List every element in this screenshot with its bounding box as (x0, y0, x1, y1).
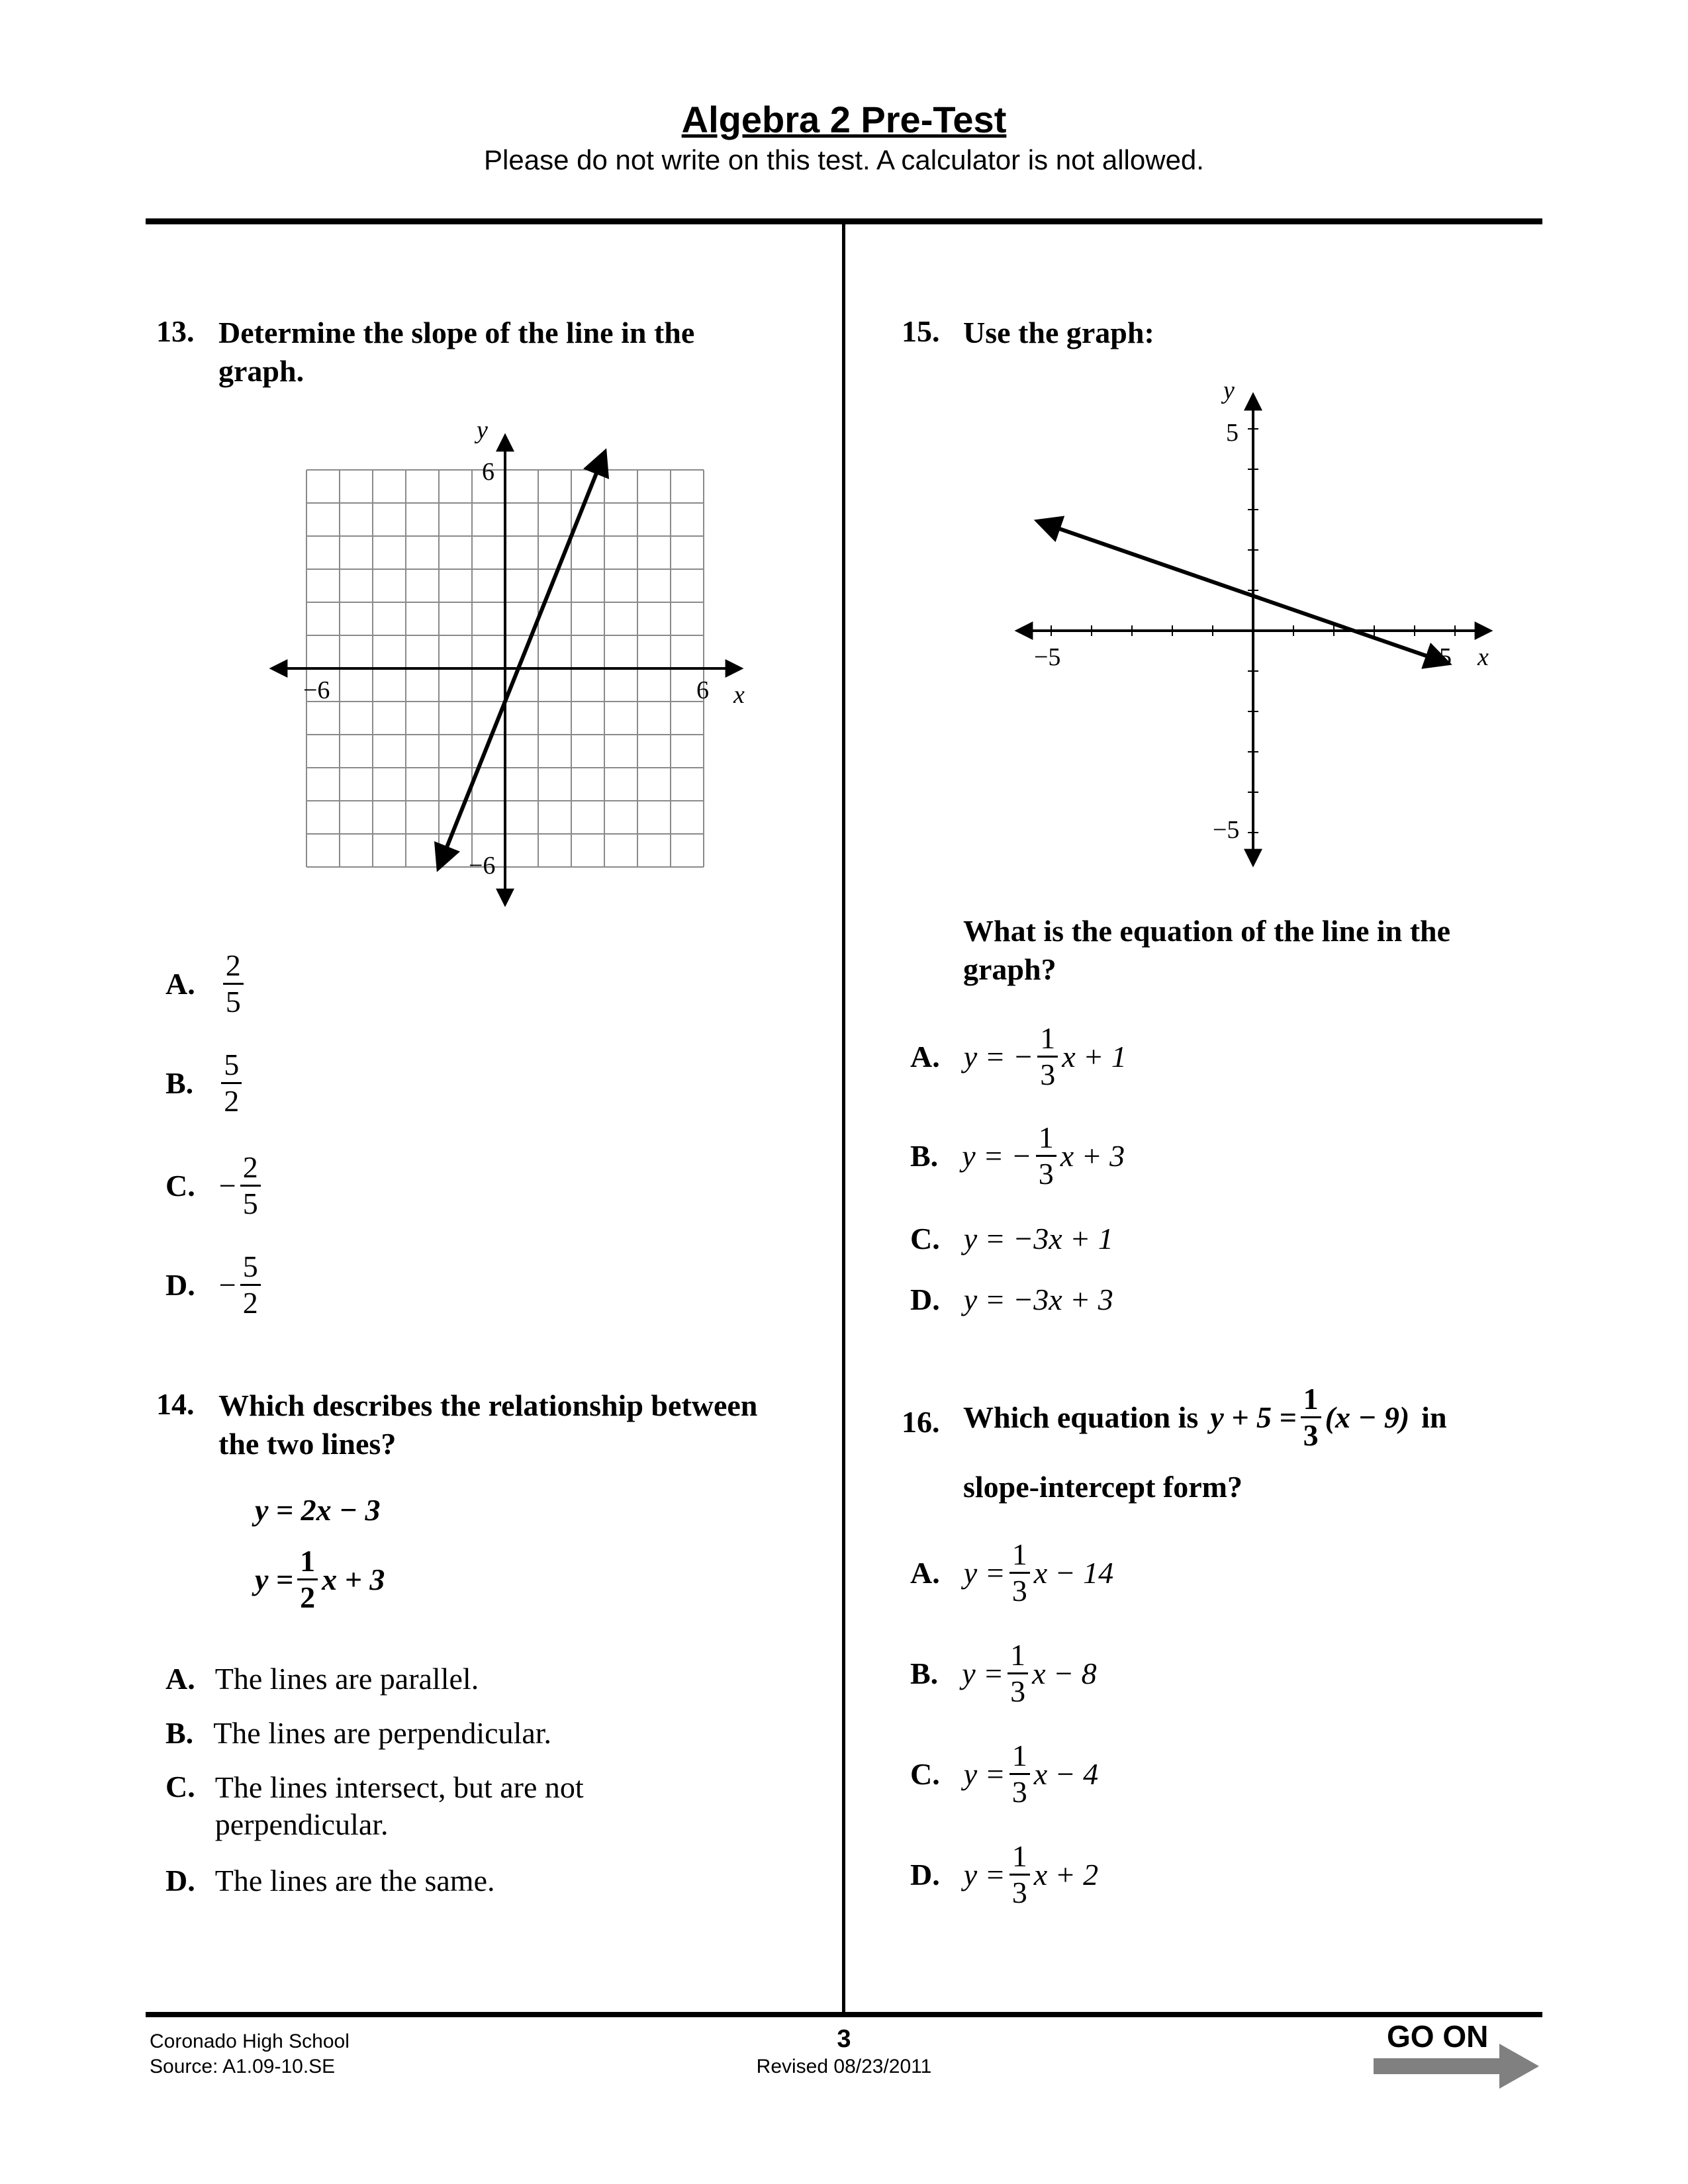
q13-option-b[interactable] (165, 1049, 242, 1118)
q13-option-b-den: 2 (224, 1084, 240, 1118)
q13-option-d-letter: D. (165, 1268, 195, 1302)
footer-page-number: 3 (837, 2025, 851, 2053)
q16-option-d-lhs: y = (963, 1858, 1006, 1892)
q13-tick-xmax: 6 (696, 676, 709, 704)
q14-eq2-fraction (297, 1545, 318, 1614)
q14-number: 14. (156, 1387, 195, 1421)
q13-option-a-num: 2 (223, 950, 244, 985)
q15-tick-ymin: −5 (1213, 816, 1240, 844)
q16-option-d-rhs: x + 2 (1033, 1858, 1099, 1892)
q14-eq2-lhs: y = (255, 1563, 294, 1597)
q14-eq2-rhs: x + 3 (322, 1563, 385, 1597)
q16-option-a-den: 3 (1011, 1574, 1027, 1608)
q13-option-a-den: 5 (225, 985, 241, 1019)
q15-number: 15. (902, 314, 940, 348)
go-on-label: GO ON (1387, 2019, 1489, 2054)
q15-option-d-letter: D. (910, 1283, 940, 1316)
q14-option-d[interactable] (165, 1863, 495, 1898)
q16-eq-fraction (1301, 1383, 1321, 1452)
q15-option-a-num: 1 (1037, 1023, 1058, 1058)
q14-eq2-den: 2 (300, 1580, 316, 1615)
q15-option-a-letter: A. (910, 1040, 940, 1074)
q16-option-a-rhs: x − 14 (1033, 1556, 1114, 1590)
q15-option-b-equation (962, 1122, 1125, 1191)
q14-option-c-text: The lines intersect, but are not perpendicular. (214, 1770, 584, 1841)
q16-option-c-equation (964, 1740, 1098, 1809)
q16-option-b-den: 3 (1010, 1674, 1026, 1709)
q16-option-b-rhs: x − 8 (1032, 1657, 1097, 1691)
q15-option-b-lhs: y = − (962, 1139, 1032, 1173)
q14-option-c-letter: C. (165, 1770, 195, 1803)
q14-text: Which describes the relationship between the two lines? (218, 1388, 758, 1461)
go-on-arrow-icon (1374, 2040, 1546, 2093)
q15-option-b-letter: B. (910, 1139, 939, 1173)
q13-y-label: y (477, 416, 488, 444)
footer-revised: Revised 08/23/2011 (756, 2056, 932, 2077)
q15-option-b-num: 1 (1036, 1122, 1056, 1157)
q16-option-d-fraction (1009, 1841, 1030, 1909)
bottom-rule (146, 2012, 1542, 2017)
q15-option-b-fraction (1036, 1122, 1056, 1191)
q16-option-c-den: 3 (1011, 1775, 1027, 1809)
top-rule (146, 218, 1542, 224)
q16-option-a-equation (964, 1539, 1113, 1608)
q16-option-d-den: 3 (1011, 1876, 1027, 1910)
q15-option-c-letter: C. (910, 1222, 940, 1255)
q15-option-a[interactable] (910, 1023, 1127, 1091)
q16-option-d-equation (964, 1841, 1098, 1909)
q13-x-label: x (733, 681, 745, 709)
q16-prompt (963, 1383, 1447, 1452)
q14-option-a-text: The lines are parallel. (214, 1662, 479, 1696)
q13-option-d-sign: − (218, 1268, 236, 1302)
q13-option-c-num: 2 (240, 1152, 261, 1187)
q15-option-a-fraction (1037, 1023, 1058, 1091)
q15-option-b-den: 3 (1038, 1157, 1054, 1191)
q16-equation (1210, 1383, 1409, 1452)
q15-option-c-text: y = −3x + 1 (963, 1222, 1113, 1255)
q16-number: 16. (902, 1405, 940, 1439)
q16-option-c-letter: C. (910, 1757, 940, 1792)
q13-option-c[interactable] (165, 1152, 261, 1220)
q16-option-b-letter: B. (910, 1657, 939, 1691)
q16-option-d-letter: D. (910, 1858, 940, 1892)
q16-option-b[interactable] (910, 1639, 1097, 1708)
q15-text: Use the graph: (963, 316, 1154, 349)
q16-option-d[interactable] (910, 1841, 1098, 1909)
q13-option-b-fraction (221, 1049, 242, 1118)
q15-option-d-text: y = −3x + 3 (963, 1283, 1113, 1316)
q14-option-d-text: The lines are the same. (214, 1864, 495, 1897)
q16-option-c-fraction (1009, 1740, 1030, 1809)
q13-tick-xmin: −6 (303, 676, 330, 704)
q16-eq-den: 3 (1303, 1418, 1319, 1453)
q16-text-before: Which equation is (963, 1400, 1199, 1435)
q16-option-a[interactable] (910, 1539, 1113, 1608)
q16-option-b-num: 1 (1008, 1639, 1028, 1674)
q14-option-d-letter: D. (165, 1864, 195, 1897)
q15-option-b-rhs: x + 3 (1060, 1139, 1125, 1173)
q14-equation-1: y = 2x − 3 (255, 1493, 381, 1527)
q15-option-b[interactable] (910, 1122, 1125, 1191)
q16-option-b-lhs: y = (962, 1657, 1004, 1691)
q15-graph (1006, 371, 1509, 874)
column-divider (842, 224, 845, 2015)
q15-option-c[interactable] (910, 1221, 1113, 1256)
q13-tick-ymax: 6 (482, 458, 494, 486)
page-title: Algebra 2 Pre-Test (681, 99, 1007, 140)
q15-question: What is the equation of the line in the graph? (963, 914, 1451, 986)
q13-graph (258, 410, 774, 913)
q16-option-a-fraction (1009, 1539, 1030, 1608)
q16-option-b-fraction (1008, 1639, 1028, 1708)
q13-plotted-line (439, 453, 604, 867)
q13-option-c-sign: − (218, 1169, 236, 1203)
footer-source: Source: A1.09-10.SE (150, 2056, 336, 2077)
q14-option-b-text: The lines are perpendicular. (213, 1716, 552, 1750)
q13-option-b-letter: B. (165, 1066, 194, 1101)
footer-school: Coronado High School (150, 2030, 350, 2052)
q16-option-c-lhs: y = (963, 1757, 1006, 1792)
q16-option-b-equation (962, 1639, 1096, 1708)
q15-y-label: y (1223, 377, 1235, 404)
q13-option-a[interactable] (165, 950, 244, 1019)
q13-option-b-num: 5 (221, 1049, 242, 1084)
q16-option-d-num: 1 (1009, 1841, 1030, 1876)
q16-eq-lhs: y + 5 = (1210, 1400, 1297, 1435)
q13-number: 13. (156, 314, 195, 348)
q16-option-a-num: 1 (1009, 1539, 1030, 1574)
q13-option-c-fraction (240, 1152, 261, 1220)
q13-option-d[interactable] (165, 1251, 261, 1320)
q13-option-d-num: 5 (240, 1251, 261, 1286)
q13-text: Determine the slope of the line in the graph. (218, 316, 695, 388)
q15-option-d[interactable] (910, 1282, 1113, 1317)
q16-option-c-num: 1 (1009, 1740, 1030, 1775)
q16-option-c-rhs: x − 4 (1033, 1757, 1099, 1792)
q13-tick-ymin: −6 (469, 852, 496, 880)
q15-option-a-rhs: x + 1 (1062, 1040, 1127, 1074)
page-subtitle: Please do not write on this test. A calculator is not allowed. (484, 144, 1204, 175)
q16-option-c[interactable] (910, 1740, 1098, 1809)
q15-option-a-equation (964, 1023, 1127, 1091)
q16-option-a-lhs: y = (963, 1556, 1006, 1590)
q16-text-after: in (1421, 1400, 1447, 1435)
q14-eq2-num: 1 (297, 1545, 318, 1580)
q15-tick-xmax: 5 (1439, 643, 1452, 671)
q13-option-c-den: 5 (242, 1187, 258, 1221)
q13-option-c-letter: C. (165, 1169, 195, 1203)
q13-option-d-den: 2 (242, 1286, 258, 1320)
q14-option-b-letter: B. (165, 1716, 194, 1750)
q14-option-b[interactable] (165, 1715, 551, 1751)
q14-option-a-letter: A. (165, 1662, 195, 1696)
q14-option-a[interactable] (165, 1661, 479, 1696)
q15-plotted-line (1039, 522, 1447, 663)
q16-option-a-letter: A. (910, 1556, 940, 1590)
q13-option-a-letter: A. (165, 967, 195, 1001)
q16-eq-rhs: (x − 9) (1325, 1400, 1410, 1435)
q15-tick-ymax: 5 (1226, 419, 1239, 447)
q13-option-d-fraction (240, 1251, 261, 1320)
q13-option-a-fraction (223, 950, 244, 1019)
q15-tick-xmin: −5 (1034, 643, 1061, 671)
q16-text-line2: slope-intercept form? (963, 1470, 1243, 1504)
q15-x-label: x (1477, 643, 1489, 671)
q14-equation-2 (255, 1545, 385, 1614)
q15-option-a-den: 3 (1040, 1058, 1056, 1092)
q15-option-a-lhs: y = − (963, 1040, 1034, 1074)
q14-option-c[interactable] (165, 1769, 679, 1843)
q16-eq-num: 1 (1301, 1383, 1321, 1418)
